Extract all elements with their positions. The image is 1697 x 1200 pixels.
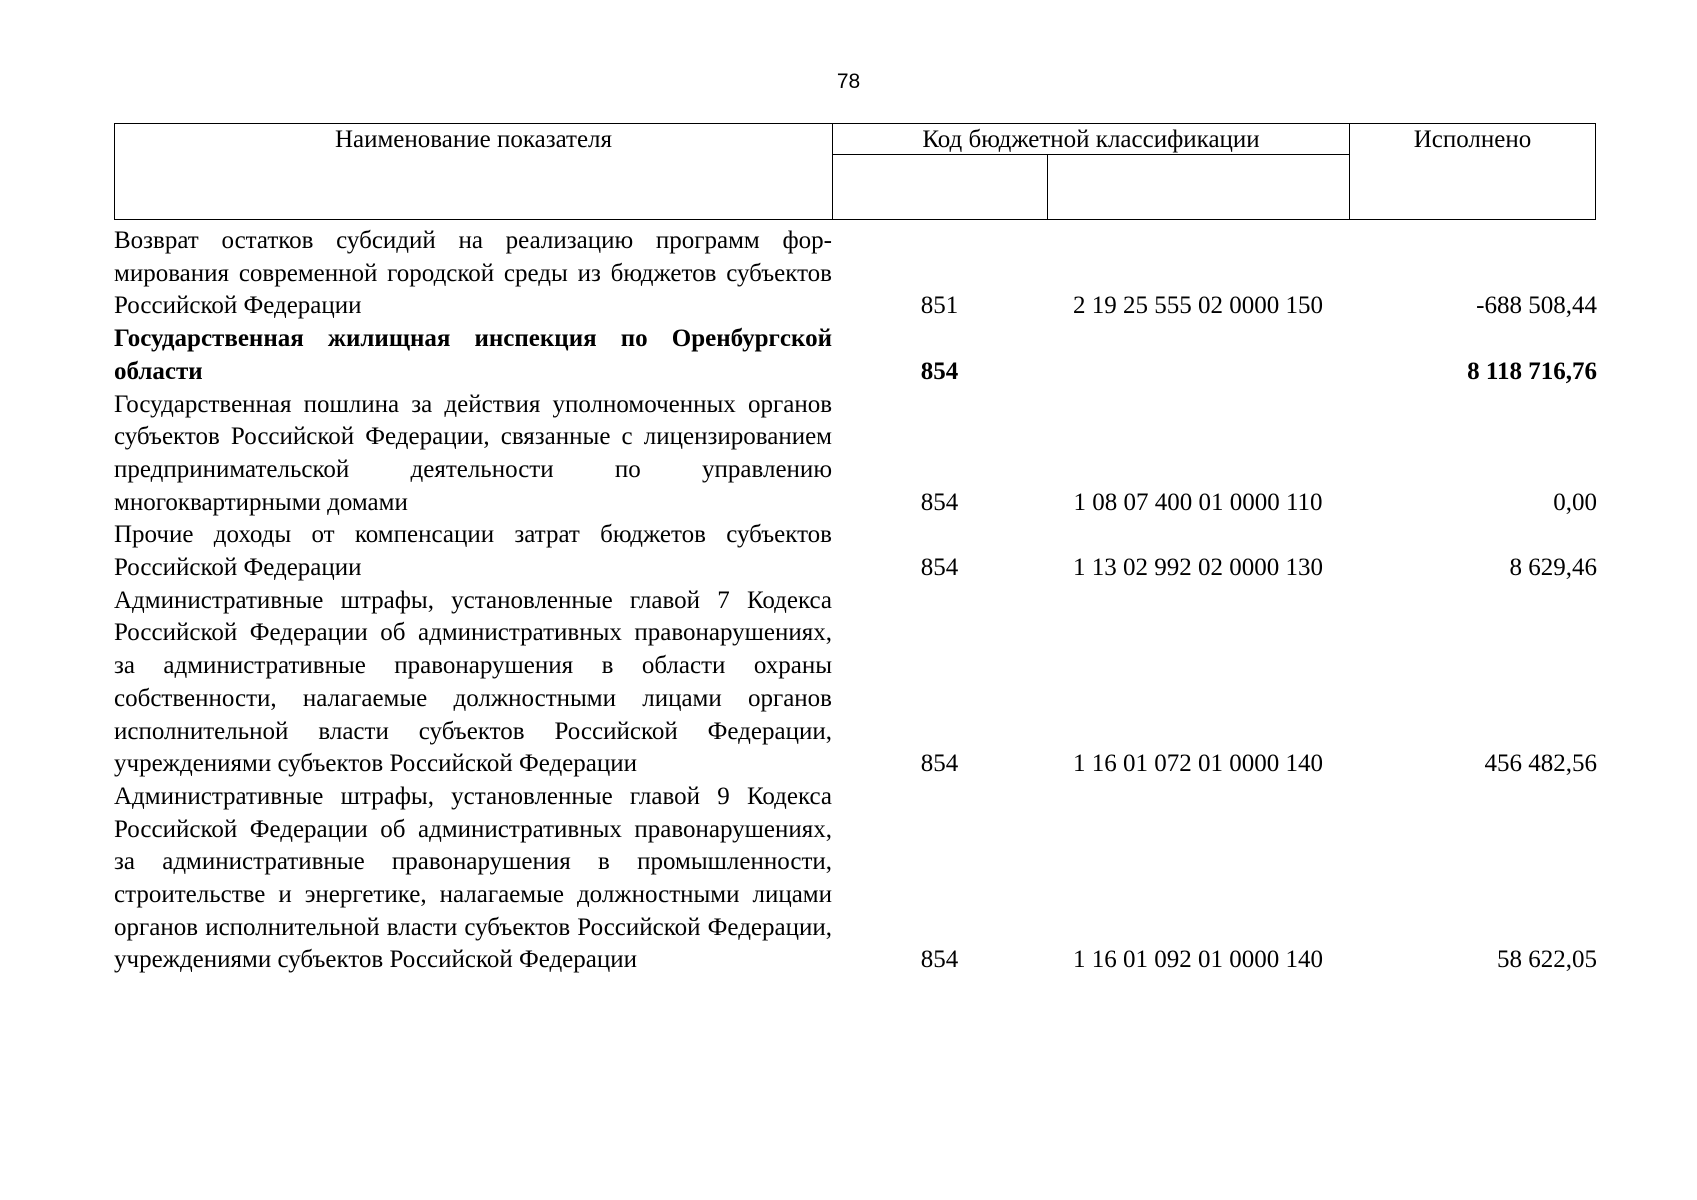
table-row xyxy=(114,781,1597,977)
row-kbk: 1 16 01 072 01 0000 140 xyxy=(1073,750,1323,778)
header-code-column: Код бюджетной классификации xyxy=(833,124,1350,155)
row-admin-code: 854 xyxy=(920,488,959,516)
row-kbk: 1 08 07 400 01 0000 110 xyxy=(1073,488,1323,516)
table-row xyxy=(114,323,1597,388)
row-name: Государственная пошлина за действия уполномоченных органов субъектов Российской Федерации, связанные с лицензированием предпринимательской деятельности по управлению многоквартирными домами xyxy=(114,390,832,516)
row-value: 58 622,05 xyxy=(1497,946,1597,974)
row-value: 8 118 716,76 xyxy=(1467,357,1597,385)
row-admin-code: 854 xyxy=(920,750,959,778)
table-header xyxy=(114,123,1596,220)
row-name: Возврат остатков субсидий на реализацию программ формирования современной городской среды из бюджетов субъектов Российской Федерации xyxy=(114,227,832,320)
row-name: Административные штрафы, установленные главой 9 Кодекса Российской Федерации об административных правонарушениях, за административные правонарушения в промышленности, строительстве и энергетике, налагаемые должностными лицами органов исполнительной власти субъектов Российской Федерации, учреждениями субъектов Российской Федерации xyxy=(114,782,832,974)
header-executed-column: Исполнено xyxy=(1350,124,1596,220)
row-admin-code: 854 xyxy=(920,554,959,582)
header-admin-code-subcolumn xyxy=(833,155,1048,220)
table-row xyxy=(114,585,1597,781)
row-value: 456 482,56 xyxy=(1484,750,1597,778)
table-row xyxy=(114,519,1597,584)
page-number: 78 xyxy=(836,70,861,93)
header-name-column: Наименование показателя xyxy=(115,124,833,220)
row-name: Административные штрафы, установленные главой 7 Кодекса Российской Федерации об административных правонарушениях, за административные правонарушения в области охраны собственности, налагаемые должностными лицами органов исполнительной власти субъектов Российской Федерации, учреждениями субъектов Российской Федерации xyxy=(114,586,832,778)
row-kbk: 1 16 01 092 01 0000 140 xyxy=(1073,946,1323,974)
row-name: Государственная жилищная инспекция по Оренбургской области xyxy=(114,325,832,385)
table-row xyxy=(114,389,1597,520)
row-admin-code: 854 xyxy=(920,946,959,974)
row-name: Прочие доходы от компенсации затрат бюджетов субъектов Российской Федерации xyxy=(114,521,832,582)
row-admin-code: 854 xyxy=(920,357,959,385)
row-value: -688 508,44 xyxy=(1476,292,1597,320)
row-admin-code: 851 xyxy=(920,292,959,320)
header-kbk-subcolumn xyxy=(1048,155,1350,220)
table-body xyxy=(114,225,1597,977)
row-value: 8 629,46 xyxy=(1509,554,1597,582)
row-value: 0,00 xyxy=(1553,488,1597,516)
row-kbk: 2 19 25 555 02 0000 150 xyxy=(1073,292,1323,320)
table-row xyxy=(114,225,1597,323)
row-kbk: 1 13 02 992 02 0000 130 xyxy=(1073,554,1323,582)
